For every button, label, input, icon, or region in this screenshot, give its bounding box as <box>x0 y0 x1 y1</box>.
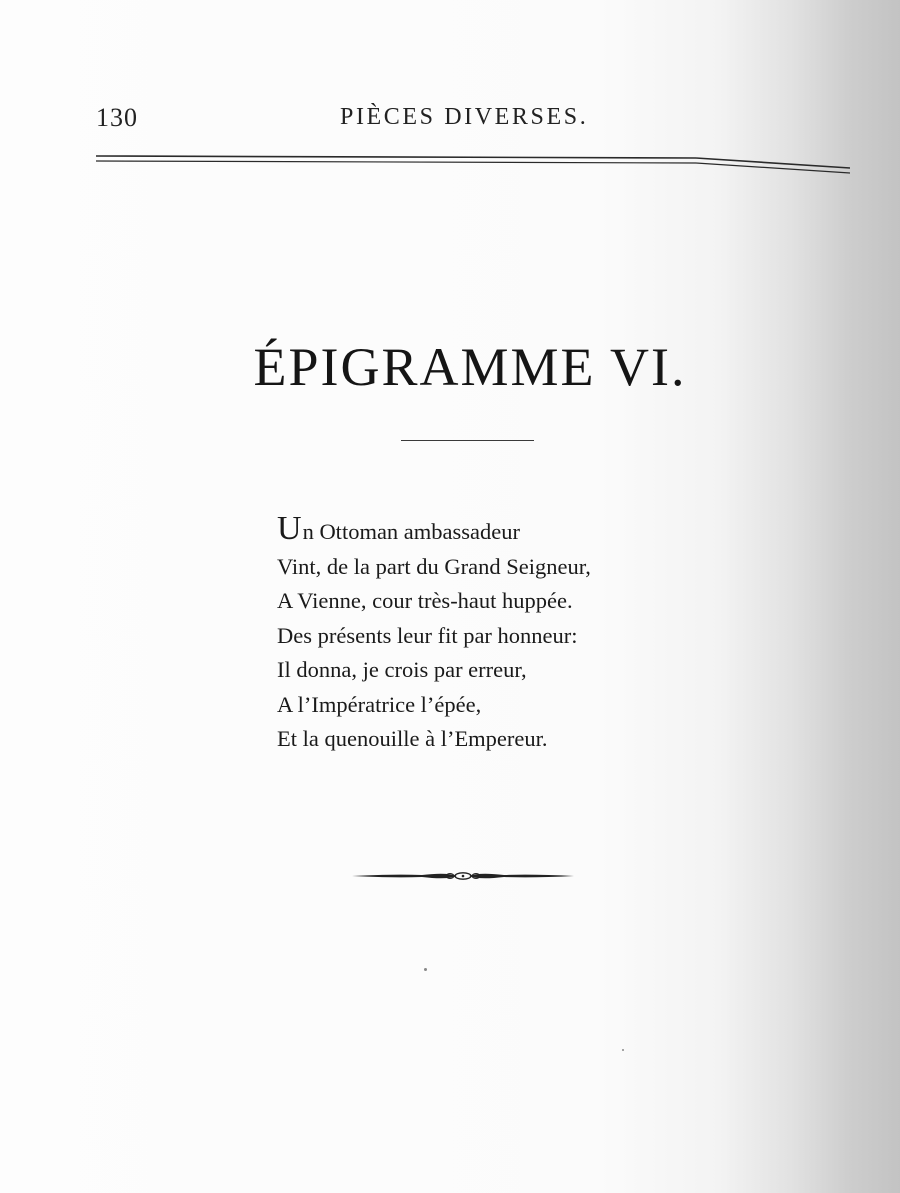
header-double-rule <box>96 152 850 176</box>
page-number: 130 <box>96 103 138 132</box>
poem-line: A Vienne, cour très-haut huppée. <box>277 588 573 613</box>
poem-line: Des présents leur fit par honneur: <box>277 622 578 648</box>
tailpiece-ornament-icon <box>352 866 574 886</box>
running-head: PIÈCES DIVERSES. <box>340 104 589 130</box>
title-rule <box>401 440 534 441</box>
poem-line <box>277 510 591 550</box>
poem-line: Vint, de la part du Grand Seigneur, <box>277 553 591 579</box>
poem-body <box>277 510 591 757</box>
poem-title: ÉPIGRAMME VI. <box>253 337 687 397</box>
paper-speck <box>622 1049 624 1051</box>
poem-line: Et la quenouille à l’Empereur. <box>277 726 548 751</box>
drop-capital: U <box>277 510 302 547</box>
paper-speck <box>424 968 427 971</box>
poem-line: A l’Impératrice l’épée, <box>277 691 482 717</box>
poem-line-text: n Ottoman ambassadeur <box>302 519 521 544</box>
poem-line: Il donna, je crois par erreur, <box>277 657 527 682</box>
